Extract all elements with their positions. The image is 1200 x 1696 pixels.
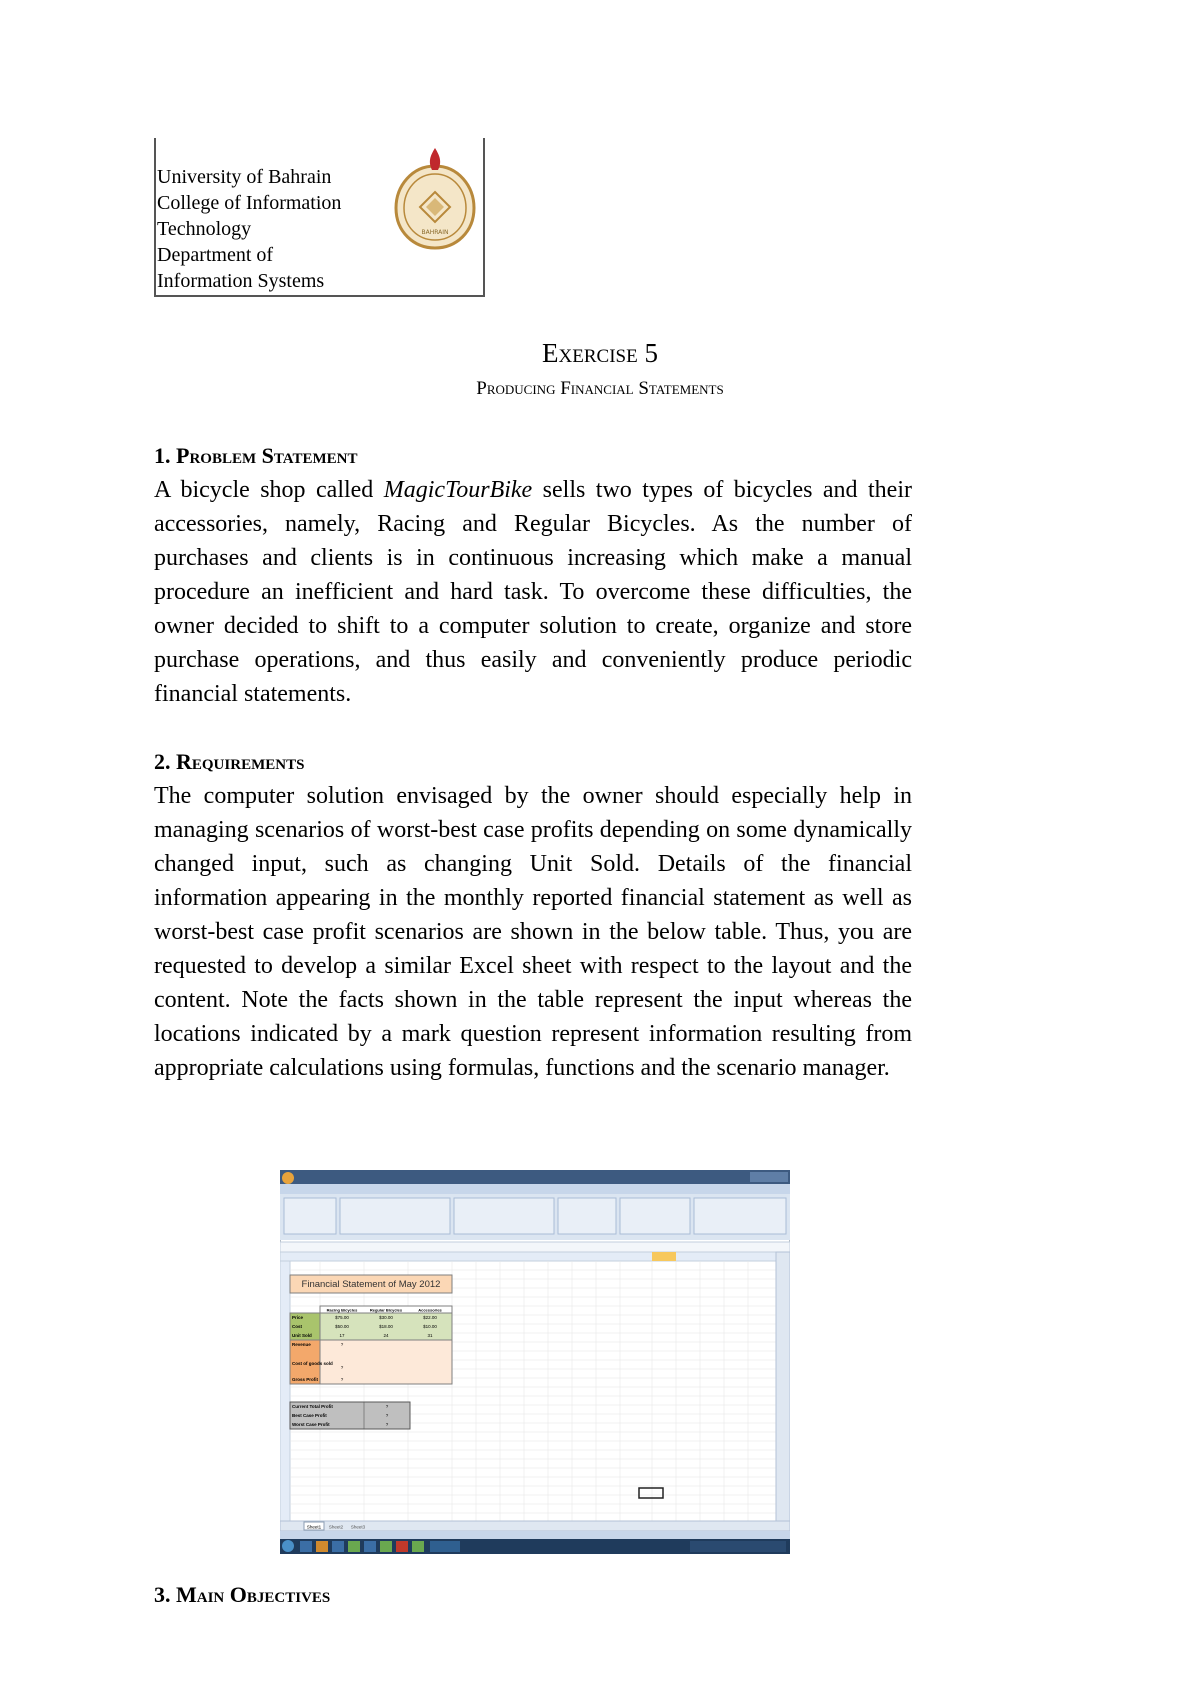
cell-value: $22.00 <box>423 1315 437 1320</box>
institution-line: Information Systems <box>157 270 325 292</box>
section-heading-requirements: 2. Requirements <box>154 749 305 774</box>
summary-value: ? <box>385 1404 389 1409</box>
cell-value: 17 <box>339 1333 345 1338</box>
shop-name: MagicTourBike <box>383 477 533 503</box>
svg-text:BAHRAIN: BAHRAIN <box>421 229 449 236</box>
row-label: Gross Profit <box>292 1377 319 1382</box>
row-headers <box>280 1261 290 1521</box>
column-header: Regular Bicycles <box>369 1307 403 1313</box>
cell-value: $18.00 <box>379 1324 393 1329</box>
office-button-icon <box>282 1172 294 1184</box>
university-seal-logo <box>392 144 478 252</box>
sheet-tab-label: Sheet3 <box>350 1524 366 1530</box>
section-heading-main-objectives: 3. Main Objectives <box>154 1582 331 1607</box>
row-label: Cost of goods sold <box>292 1361 333 1366</box>
formula-bar <box>280 1242 790 1252</box>
start-button-icon <box>282 1540 294 1552</box>
row-label: Unit Sold <box>292 1333 312 1338</box>
cell-value: $10.00 <box>423 1324 437 1329</box>
column-header: Racing Bicycles <box>326 1307 358 1313</box>
summary-label: Worst Case Profit <box>292 1422 330 1427</box>
problem-statement-paragraph <box>154 473 912 711</box>
system-tray <box>690 1541 786 1552</box>
excel-screenshot <box>280 1170 790 1554</box>
cell-value: ? <box>340 1377 344 1382</box>
summary-value: ? <box>385 1422 389 1427</box>
institution-line: College of Information <box>157 192 342 214</box>
paragraph-text: A bicycle shop called <box>154 477 384 503</box>
row-label: Revenue <box>292 1342 311 1347</box>
institution-line: Technology <box>157 218 252 240</box>
cell-value: ? <box>340 1342 344 1347</box>
row-label: Cost <box>292 1324 302 1329</box>
paragraph-text: sells two types of bicycles and their accessories, namely, Racing and Regular Bicycles. As the number of purchases and clients is in continuous increasing which make a manual procedure an inefficient and hard task. To overcome these difficulties, the owner decided to shift to a computer solution to create, organize and store purchase operations, and thus easily and conveniently produce periodic financial statements. <box>154 477 912 707</box>
section-heading-problem-statement: 1. Problem Statement <box>154 443 358 468</box>
column-headers <box>280 1252 790 1261</box>
status-bar <box>280 1531 790 1539</box>
sheet-tab-label: Sheet1 <box>306 1524 322 1530</box>
sheet-tab-label: Sheet2 <box>328 1524 344 1530</box>
summary-label: Current Total Profit <box>292 1404 333 1409</box>
institution-lines <box>157 164 341 294</box>
institution-line: Department of <box>157 244 274 266</box>
header-box <box>154 138 485 297</box>
requirements-paragraph: The computer solution envisaged by the owner should especially help in managing scenarios of worst-best case profits depending on some dynamically changed input, such as changing Unit Sold. Details of the financial information appearing in the monthly reported financial statement as well as worst-best case profit scenarios are shown in the below table. Thus, you are requested to develop a similar Excel sheet with respect to the layout and the content. Note the facts shown in the table represent the input whereas the locations indicated by a mark question represent information resulting from appropriate calculations using formulas, functions and the scenario manager. <box>154 783 912 1081</box>
column-header: Accessories <box>418 1307 442 1313</box>
exercise-title: Exercise 5 <box>542 338 658 368</box>
cell-value: 24 <box>383 1333 389 1338</box>
row-label: Price <box>292 1315 304 1320</box>
cell-value: $75.00 <box>335 1315 349 1320</box>
cell-value: ? <box>340 1365 344 1370</box>
cell-value: $50.00 <box>335 1324 349 1329</box>
cell-value: $30.00 <box>379 1315 393 1320</box>
selected-column-header <box>652 1252 676 1261</box>
vertical-scrollbar <box>776 1252 790 1522</box>
exercise-subtitle: Producing Financial Statements <box>476 378 724 399</box>
window-titlebar <box>280 1170 790 1184</box>
window-controls <box>750 1172 788 1182</box>
ribbon-tabs <box>280 1184 790 1194</box>
cell-value: 31 <box>427 1333 433 1338</box>
summary-value: ? <box>385 1413 389 1418</box>
sheet-title: Financial Statement of May 2012 <box>301 1279 441 1290</box>
summary-label: Best Case Profit <box>292 1413 327 1418</box>
institution-line: University of Bahrain <box>157 166 332 188</box>
